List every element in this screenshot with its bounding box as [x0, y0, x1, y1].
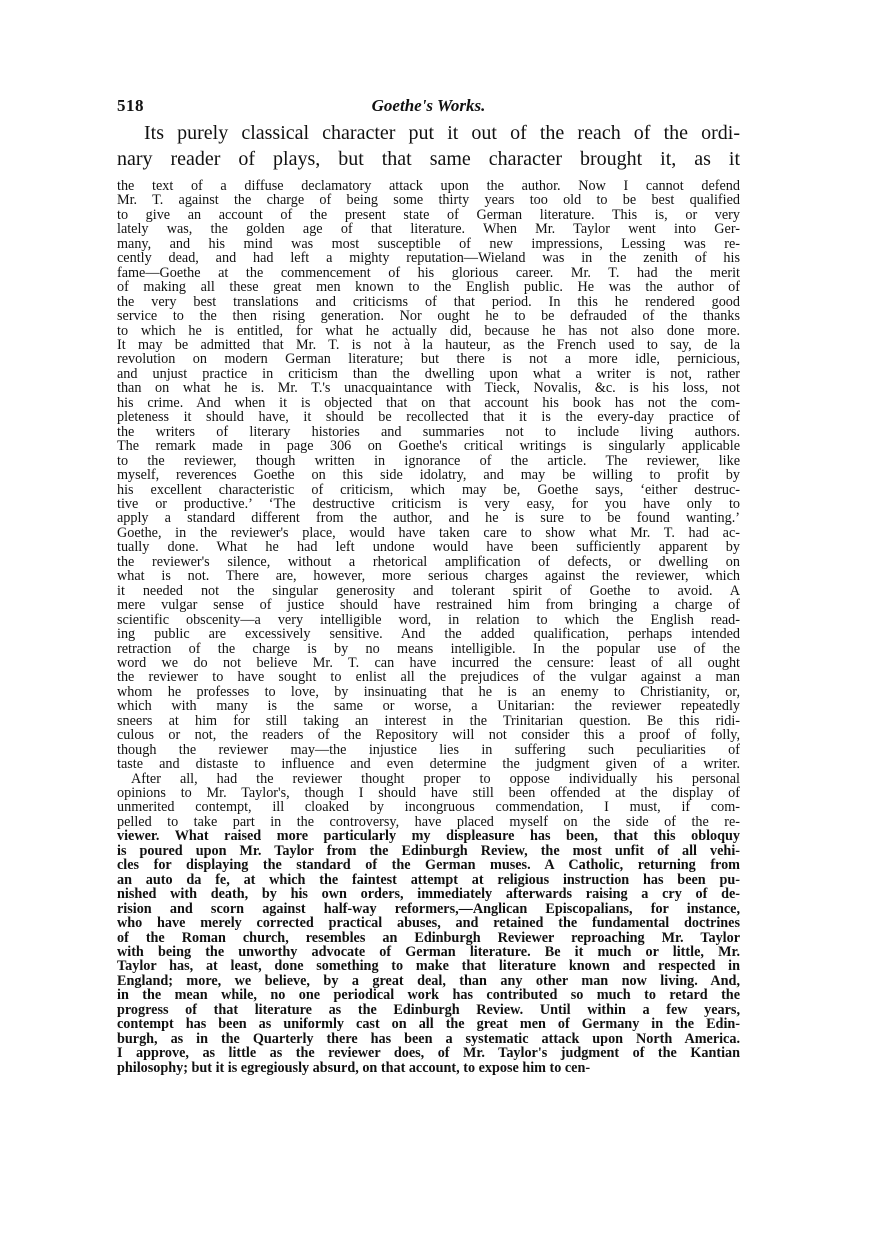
text-line: revolution on modern German literature; but there is not a more idle, pernicious, [117, 351, 740, 368]
text-line: The remark made in page 306 on Goethe's critical writings is singularly applicable [117, 438, 740, 455]
text-line: his excellent characteristic of criticism, which may be, Goethe says, ‘either destruc- [117, 481, 740, 498]
text-line: the reviewer to have sought to enlist all the prejudices of the vulgar against a man [117, 669, 740, 686]
text-line: I approve, as little as the reviewer does, of Mr. Taylor's judgment of the Kantian [117, 1045, 740, 1062]
text-line: opinions to Mr. Taylor's, though I should have still been offended at the display of [117, 785, 740, 802]
text-line: myself, reverences Goethe on this side idolatry, and may be willing to profit by [117, 467, 740, 484]
quote-line: Its purely classical character put it out of the reach of the ordi- [144, 122, 740, 144]
text-line: apply a standard different from the author, and he is sure to be found wanting.’ [117, 510, 740, 527]
text-line: Mr. T. against the charge of being some thirty years too old to be best qualified [117, 192, 740, 209]
text-line: progress of that literature as the Edinburgh Review. Until within a few years, [117, 1001, 740, 1018]
text-line: is poured upon Mr. Taylor from the Edinburgh Review, the most unfit of all vehi- [117, 842, 740, 859]
quote-line: nary reader of plays, but that same character brought it, as it [117, 148, 740, 170]
text-line: mere vulgar sense of justice should have restrained him from bringing a charge of [117, 597, 740, 614]
page-number: 518 [117, 96, 144, 115]
text-line: what is not. There are, however, more serious charges against the reviewer, which [117, 568, 740, 585]
text-line: of making all these great men known to the English public. He was the author of [117, 279, 740, 296]
text-line: tually done. What he had left undone would have been sufficiently apparent by [117, 539, 740, 556]
text-line: to the reviewer, though written in ignorance of the article. The reviewer, like [117, 452, 740, 469]
text-line: word we do not believe Mr. T. can have incurred the censure: least of all ought [117, 654, 740, 671]
text-line: who have merely corrected practical abuses, and retained the fundamental doctrines [117, 915, 740, 932]
text-line: nished with death, by his own orders, immediately afterwards raising a cry of de- [117, 886, 740, 903]
text-line: many, and his mind was most susceptible of new impressions, Lessing was re- [117, 235, 740, 252]
text-line: his crime. And when it is objected that on that account his book has not the com- [117, 394, 740, 411]
text-line: scientific obscenity—a very intelligible word, in relation to which the English read- [117, 611, 740, 628]
text-line: rision and scorn against half-way reformers,—Anglican Episcopalians, for instance, [117, 900, 740, 917]
text-line: After all, had the reviewer thought proper to oppose individually his personal [131, 770, 740, 787]
text-line: in the mean while, no one periodical work has contributed so much to retard the [117, 987, 740, 1004]
text-line: taste and distaste to influence and even determine the judgment given of a writer. [117, 756, 740, 773]
text-line: Goethe, in the reviewer's place, would have taken care to show what Mr. T. had ac- [117, 524, 740, 541]
text-line: viewer. What raised more particularly my displeasure has been, that this obloquy [117, 828, 740, 845]
text-line: the very best translations and criticisms of that period. In this he rendered good [117, 293, 740, 310]
text-line: fame—Goethe at the commencement of his glorious career. Mr. T. had the merit [117, 264, 740, 281]
text-line: the reviewer's silence, without a rhetorical amplification of defects, or dwelling on [117, 553, 740, 570]
text-line: though the reviewer may—the injustice lies in suffering such peculiarities of [117, 741, 740, 758]
text-line: the writers of literary histories and summaries not to include living authors. [117, 423, 740, 440]
text-line: sneers at him for still taking an interest in the Trinitarian question. Be this ridi- [117, 712, 740, 729]
text-line: whom he professes to love, by insinuating that he is an enemy to Christianity, or, [117, 683, 740, 700]
text-line: It may be admitted that Mr. T. is not à la hauteur, as the French used to say, de la [117, 336, 740, 353]
text-line: and unjust practice in criticism than the dwelling upon what a writer is not, rather [117, 365, 740, 382]
text-line: service to the then rising generation. Nor ought he to be defrauded of the thanks [117, 308, 740, 325]
text-line: philosophy; but it is egregiously absurd, on that account, to expose him to cen- [117, 1059, 591, 1076]
text-line: cently dead, and had left a mighty reputation—Wieland was in the zenith of his [117, 250, 740, 267]
body-text [117, 179, 740, 1075]
text-line: England; more, we believe, by a great deal, than any other man now living. And, [117, 972, 740, 989]
text-line: which with many is the same or worse, a Unitarian: the reviewer repeatedly [117, 698, 740, 715]
text-line: Taylor has, at least, done something to make that literature known and respected in [117, 958, 740, 975]
text-line: ing public are excessively sensitive. And the added qualification, perhaps intended [117, 626, 740, 643]
text-line: to give an account of the present state of German literature. This is, or very [117, 206, 740, 223]
text-line: retraction of the charge is by no means intelligible. In the popular use of the [117, 640, 740, 657]
text-line: of the Roman church, resembles an Edinburgh Reviewer reproaching Mr. Taylor [117, 929, 740, 946]
quoted-passage [117, 120, 740, 172]
text-line: burgh, as in the Quarterly there has been a systematic attack upon North America. [117, 1030, 740, 1047]
running-head [117, 96, 740, 116]
running-title: Goethe's Works. [371, 96, 486, 115]
text-line: contempt has been as uniformly cast on all the great men of Germany in the Edin- [117, 1016, 740, 1033]
text-line: pelled to take part in the controversy, have placed myself on the side of the re- [117, 813, 740, 830]
text-line: culous or not, the readers of the Repository will not consider this a proof of folly, [117, 727, 740, 744]
text-line: than on what he is. Mr. T.'s unacquaintance with Tieck, Novalis, &c. is his loss, not [117, 380, 740, 397]
text-line: with being the unworthy advocate of German literature. Be it much or little, Mr. [117, 944, 740, 961]
text-line: it needed not the singular generosity and tolerant spirit of Goethe to avoid. A [117, 582, 740, 599]
text-line: the text of a diffuse declamatory attack upon the author. Now I cannot defend [117, 178, 740, 194]
text-line: lately was, the golden age of that literature. When Mr. Taylor went into Ger- [117, 221, 740, 238]
text-line: tive or productive.’ ‘The destructive criticism is very easy, for you have only to [117, 495, 740, 512]
text-line: to which he is entitled, for what he actually did, because he has not also done more. [117, 322, 740, 339]
text-line: cles for displaying the standard of the German muses. A Catholic, returning from [117, 857, 740, 874]
text-line: unmerited contempt, ill cloaked by incongruous commendation, I must, if com- [117, 799, 740, 816]
text-line: pleteness it should have, it should be recollected that it is the every-day practice of [117, 409, 740, 426]
text-line: an auto da fe, at which the faintest attempt at religious instruction has been pu- [117, 871, 740, 888]
